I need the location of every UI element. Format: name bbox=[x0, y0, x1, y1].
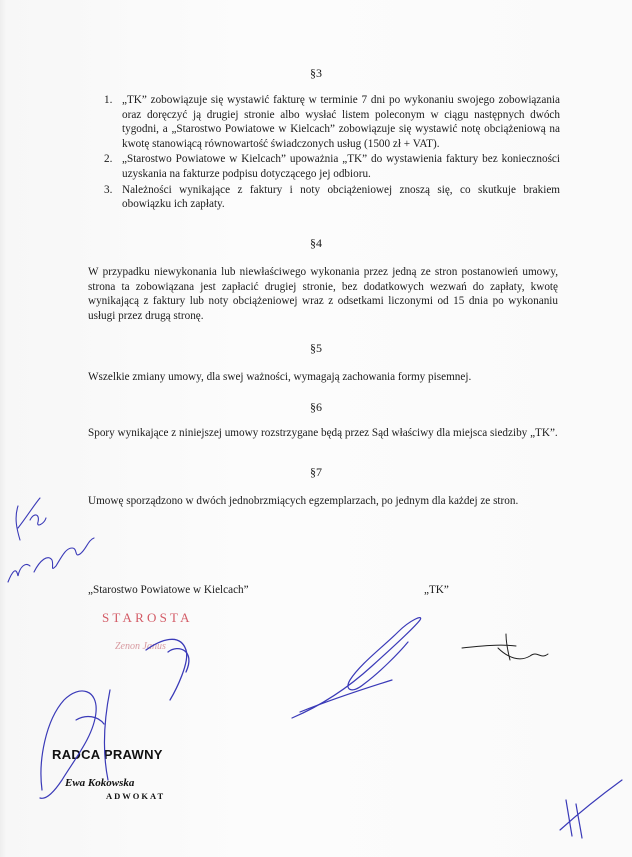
list-item-number: 2. bbox=[104, 153, 113, 166]
list-item bbox=[104, 93, 560, 151]
list-item-number: 3. bbox=[104, 183, 113, 196]
radca-stamp-title: RADCA PRAWNY bbox=[52, 747, 163, 762]
section-3-list bbox=[104, 93, 560, 213]
section-7-paragraph: Umowę sporządzono w dwóch jednobrzmiących egzemplarzach, po jednym dla każdej ze stron. bbox=[88, 495, 519, 507]
page-corner-mark bbox=[560, 780, 622, 838]
section-4-heading: §4 bbox=[310, 236, 322, 250]
party-left-label: „Starostwo Powiatowe w Kielcach” bbox=[88, 584, 249, 596]
list-item-number: 1. bbox=[104, 94, 113, 106]
radca-stamp-name: Ewa Kokowska bbox=[65, 777, 135, 789]
section-6-paragraph: Spory wynikające z niniejszej umowy rozstrzygane będą przez Sąd właściwy dla miejsca siedziby „TK”. bbox=[88, 427, 558, 439]
list-item-text: „Starostwo Powiatowe w Kielcach” upoważnia „TK” do wystawienia faktury bez konieczności uzyskania na fakturze podpisu dotyczącego jej odbioru. bbox=[122, 153, 560, 180]
list-item bbox=[104, 152, 560, 181]
section-6-heading: §6 bbox=[310, 400, 322, 414]
section-5-heading: §5 bbox=[310, 341, 322, 355]
starosta-stamp-title: STAROSTA bbox=[102, 610, 193, 625]
list-item-text: Należności wynikające z faktury i noty obciążeniowej znoszą się, co skutkuje brakiem obowiązku ich zapłaty. bbox=[122, 183, 560, 211]
list-item-text: „TK” zobowiązuje się wystawić fakturę w terminie 7 dni po wykonaniu swojego zobowiązania oraz doręczyć ją drugiej stronie albo wysłać listem poleconym w ciągu następnych dwóch tygodni, a „Starostwo Powiatowe w Kielcach” zobowiązuje się wystawić notę obciążeniową na kwotę stanowiącą równowartość świadczonych usług (1500 zł + VAT). bbox=[122, 94, 560, 150]
radca-stamp-role: ADWOKAT bbox=[106, 791, 166, 801]
tk-second-signature bbox=[462, 634, 548, 660]
tk-signature bbox=[292, 618, 421, 718]
section-4-paragraph: W przypadku niewykonania lub niewłaściwego wykonania przez jedną ze stron postanowień umowy, strona ta zobowiązana jest zapłacić drugiej stronie, bez dodatkowych wezwań do zapłaty, kwotę wynikającą z faktury lub noty obciążeniowej wraz z odsetkami liczonymi od 15 dnia po wykonaniu usługi przez drugą stronę. bbox=[88, 266, 558, 322]
list-item bbox=[104, 183, 560, 212]
section-5-paragraph: Wszelkie zmiany umowy, dla swej ważności, wymagają zachowania formy pisemnej. bbox=[88, 371, 472, 383]
section-7-heading: §7 bbox=[310, 465, 322, 479]
section-3-heading: §3 bbox=[310, 66, 322, 80]
starosta-stamp-name: Zenon Janus bbox=[115, 641, 166, 652]
party-right-label: „TK” bbox=[424, 584, 449, 596]
margin-initials bbox=[8, 498, 94, 582]
